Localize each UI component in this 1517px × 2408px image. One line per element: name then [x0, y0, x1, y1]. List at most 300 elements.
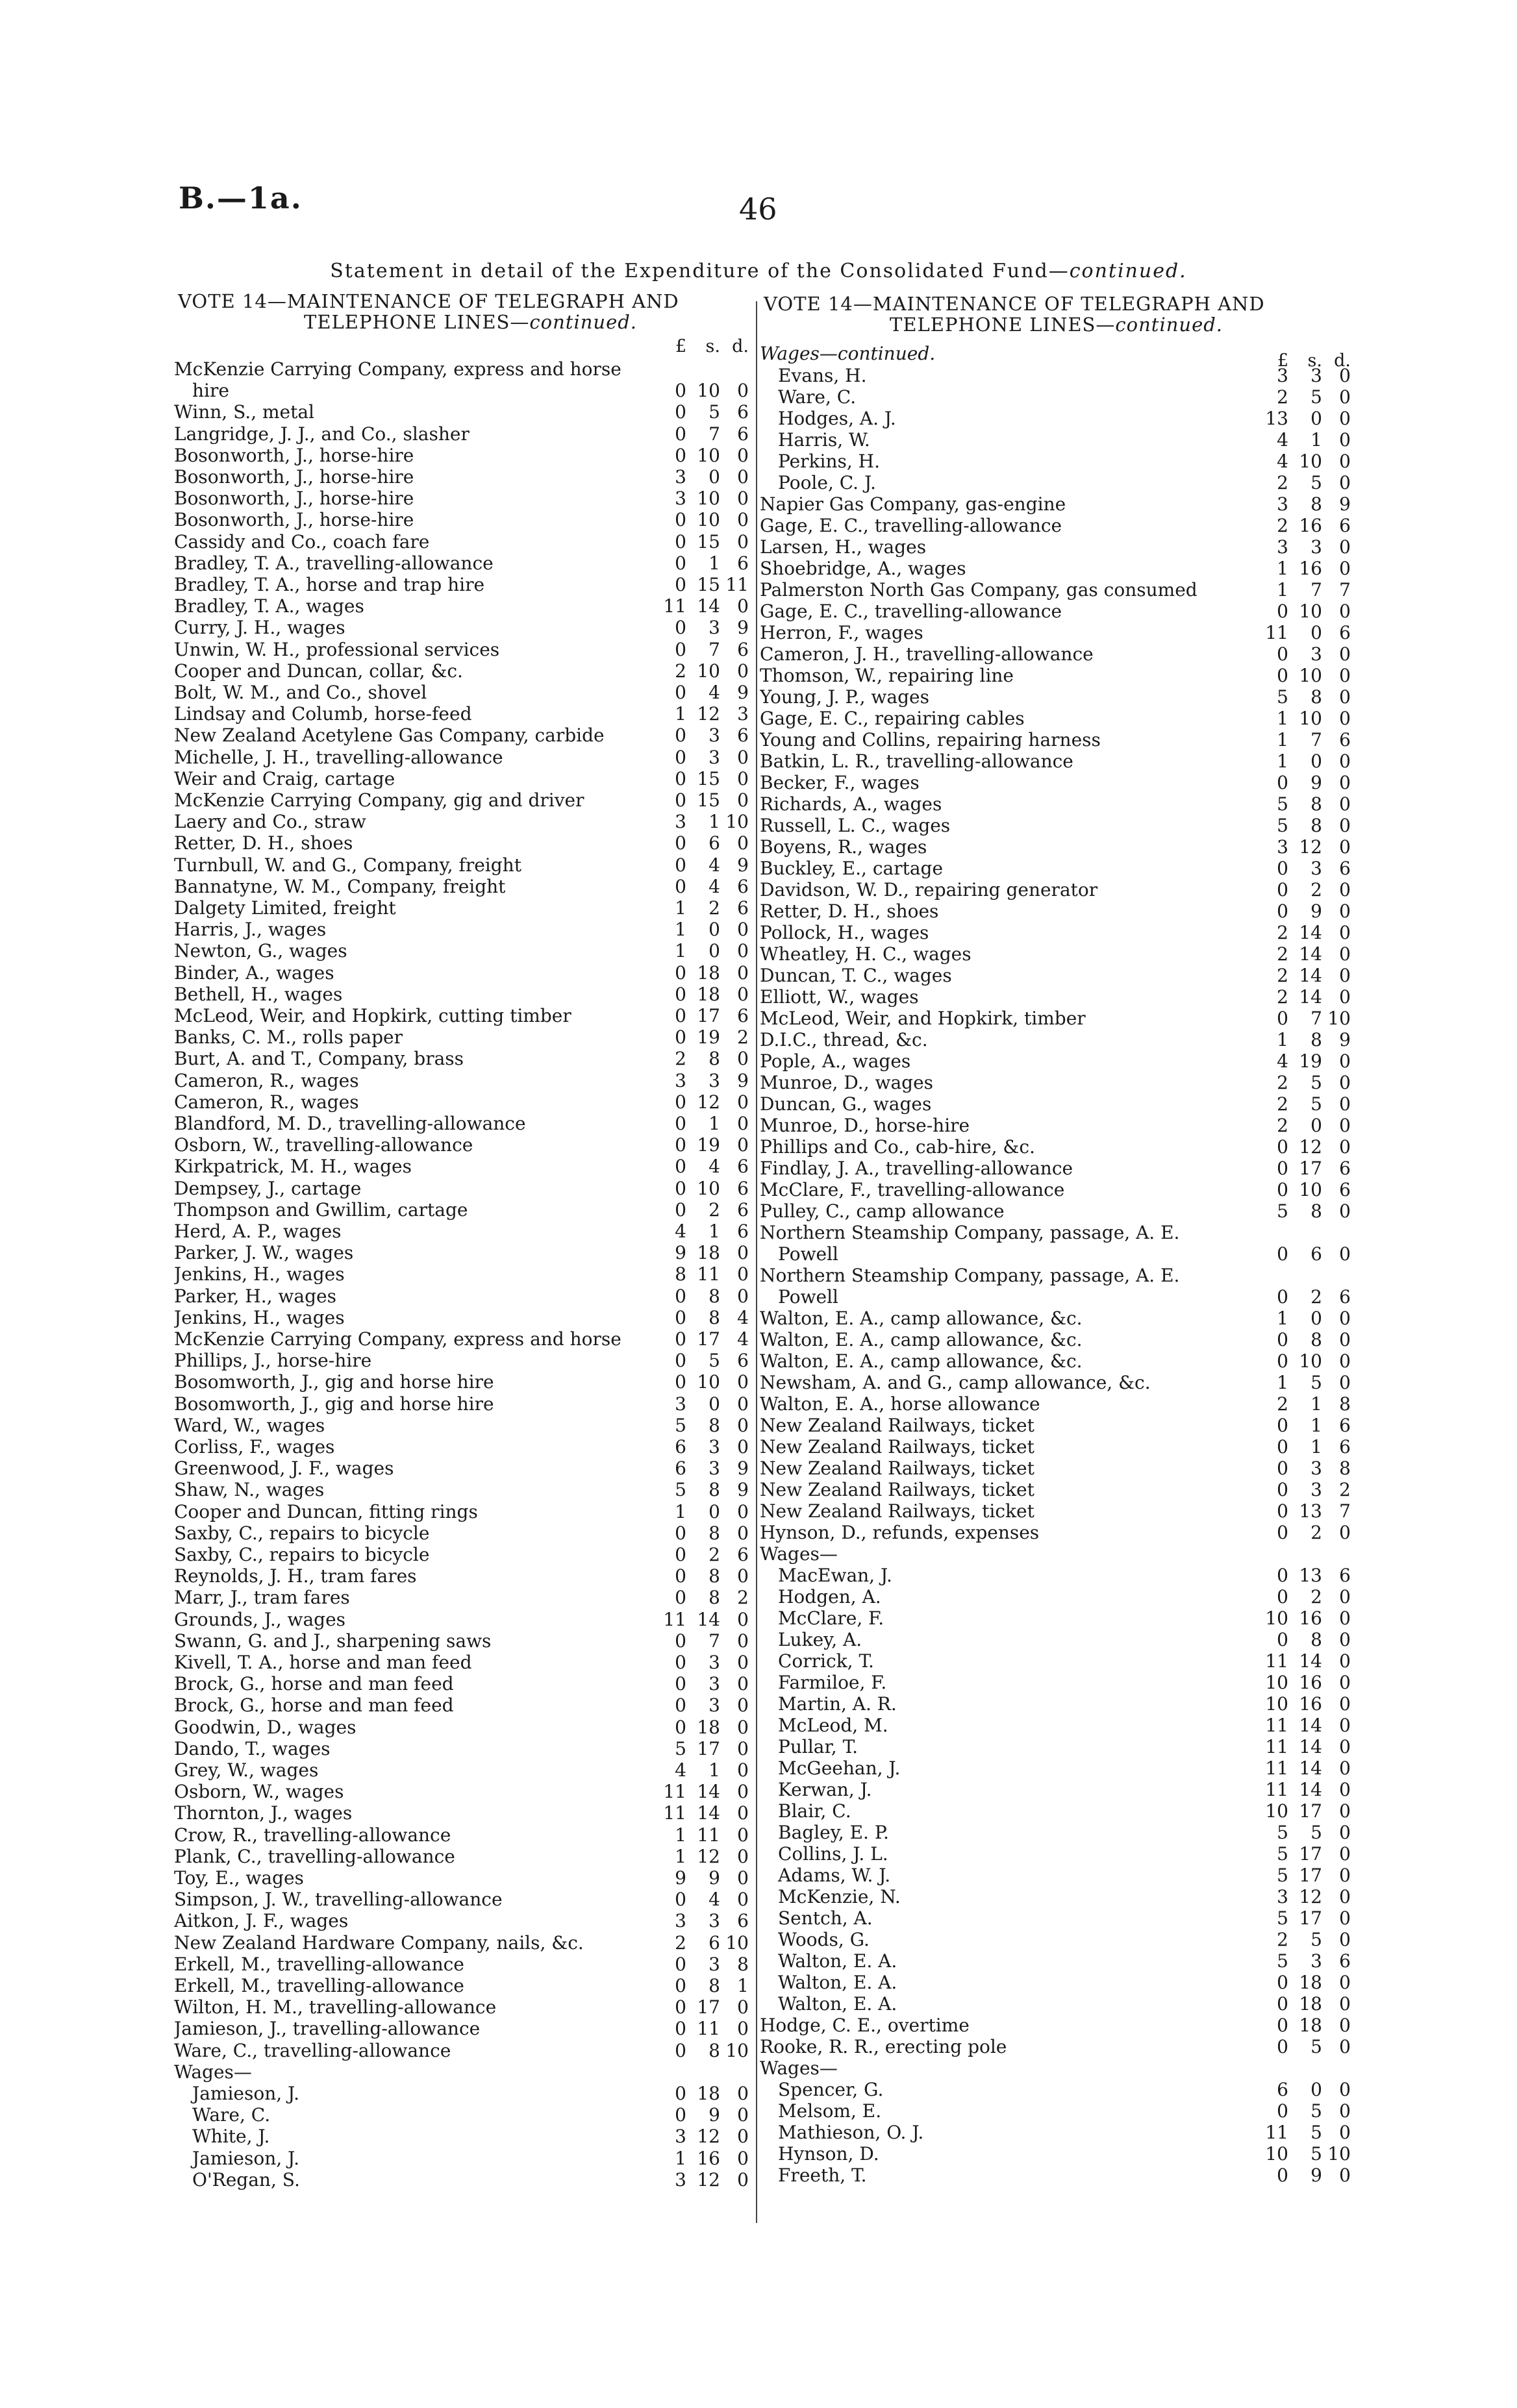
- payee-description: Woods, G.: [778, 1929, 870, 1950]
- amount-pounds: 0: [675, 617, 686, 639]
- amount-shillings: 17: [1299, 1158, 1322, 1179]
- amount-pounds: 0: [675, 380, 686, 402]
- ledger-row: [760, 686, 1351, 708]
- amount-pounds: 0: [675, 1306, 686, 1328]
- amount-shillings: 9: [708, 1867, 720, 1889]
- amount-pounds: 0: [1277, 665, 1288, 686]
- payee-description: Cameron, R., wages: [174, 1069, 359, 1091]
- amount-pounds: 2: [1277, 965, 1288, 986]
- amount-shillings: 10: [697, 660, 720, 682]
- amount: [1255, 451, 1351, 472]
- payee-description: Winn, S., metal: [174, 401, 315, 423]
- amount: [655, 1717, 749, 1738]
- amount-pounds: 0: [675, 1694, 686, 1717]
- amount-shillings: 1: [1310, 1415, 1322, 1436]
- payee-description: Farmiloe, F.: [778, 1672, 887, 1693]
- amount: [655, 617, 749, 638]
- amount-pence: 0: [737, 1716, 749, 1738]
- payee-description: Herron, F., wages: [760, 622, 923, 643]
- amount-pence: 6: [737, 552, 749, 574]
- amount-pounds: 2: [1277, 515, 1288, 536]
- amount-pounds: 0: [1277, 1415, 1288, 1436]
- amount-pounds: 1: [675, 940, 686, 962]
- amount: [1255, 2100, 1351, 2122]
- payee-description: New Zealand Railways, ticket: [760, 1500, 1034, 1522]
- amount-pounds: 5: [1277, 1200, 1288, 1222]
- ledger-row: [174, 1005, 749, 1026]
- payee-description: Saxby, C., repairs to bicycle: [174, 1522, 430, 1544]
- amount-pence: 0: [737, 1565, 749, 1587]
- payee-description: Erkell, M., travelling-allowance: [174, 1975, 464, 1996]
- payee-description: Bosonworth, J., horse-hire: [174, 444, 414, 466]
- amount: [1255, 2122, 1351, 2143]
- amount-pence: 0: [1339, 1800, 1351, 1822]
- amount-pounds: 1: [1277, 558, 1288, 579]
- amount-shillings: 17: [697, 1737, 720, 1759]
- amount: [655, 897, 749, 919]
- amount-shillings: 16: [1299, 1607, 1322, 1629]
- amount: [1255, 1436, 1351, 1458]
- amount-pounds: 5: [675, 1737, 686, 1759]
- payee-description: Harris, W.: [778, 429, 870, 451]
- payee-description: Elliott, W., wages: [760, 986, 919, 1008]
- payee-description: Walton, E. A., camp allowance, &c.: [760, 1350, 1083, 1372]
- amount-pence: 0: [1339, 365, 1351, 386]
- payee-description: Bosomworth, J., gig and horse hire: [174, 1371, 494, 1393]
- amount-pence: 0: [737, 983, 749, 1005]
- ledger-row: [174, 1328, 749, 1350]
- amount: [1255, 751, 1351, 772]
- amount: [655, 1436, 749, 1458]
- payee-description: Spencer, G.: [778, 2079, 884, 2100]
- payee-description: Bradley, T. A., travelling-allowance: [174, 552, 494, 574]
- payee-description: Jamieson, J.: [192, 2083, 300, 2104]
- amount-pence: 0: [1339, 1693, 1351, 1715]
- amount-pounds: 1: [1277, 1308, 1288, 1329]
- amount: [1255, 1179, 1351, 1200]
- amount-pounds: 0: [675, 983, 686, 1005]
- amount: [655, 1630, 749, 1652]
- ledger-row: [760, 579, 1351, 601]
- ledger-row: [174, 2148, 749, 2169]
- amount-shillings: 5: [1310, 472, 1322, 493]
- ledger-row: [174, 747, 749, 768]
- payee-description: Parker, H., wages: [174, 1285, 336, 1307]
- amount: [655, 811, 749, 832]
- amount-pence: 10: [725, 811, 749, 833]
- amount-shillings: 5: [1310, 2100, 1322, 2122]
- amount-pounds: 0: [675, 638, 686, 660]
- amount-shillings: 3: [708, 1953, 720, 1975]
- ledger-row: [174, 940, 749, 962]
- payee-description: Bosonworth, J., horse-hire: [174, 466, 414, 488]
- amount-shillings: 8: [708, 1522, 720, 1544]
- amount: [1255, 1072, 1351, 1093]
- ledger-row: [760, 708, 1351, 729]
- amount-pence: 0: [1339, 965, 1351, 986]
- amount: [1255, 1972, 1351, 1993]
- amount-pence: 0: [1339, 2165, 1351, 2186]
- ledger-row: [760, 1029, 1351, 1050]
- amount-shillings: 8: [708, 1975, 720, 1996]
- ledger-row: [174, 1113, 749, 1134]
- amount: [655, 768, 749, 789]
- amount-pounds: 0: [1277, 1522, 1288, 1543]
- amount-shillings: 3: [1310, 1950, 1322, 1972]
- amount-pounds: 4: [675, 1759, 686, 1781]
- amount-pounds: 2: [1277, 943, 1288, 965]
- amount-pounds: 1: [675, 1500, 686, 1522]
- payee-description: Swann, G. and J., sharpening saws: [174, 1630, 492, 1652]
- ledger-row: [174, 984, 749, 1005]
- amount-shillings: 10: [697, 380, 720, 402]
- amount: [655, 660, 749, 682]
- ledger-row: [760, 1779, 1351, 1800]
- amount-shillings: 4: [708, 682, 720, 703]
- amount: [1255, 1907, 1351, 1929]
- payee-description: New Zealand Railways, ticket: [760, 1458, 1034, 1479]
- amount: [1255, 515, 1351, 536]
- payee-description: Curry, J. H., wages: [174, 617, 345, 639]
- amount-pence: 0: [1339, 922, 1351, 943]
- amount-pounds: 0: [1277, 1565, 1288, 1586]
- ledger-row: [760, 965, 1351, 986]
- ledger-row: [760, 1993, 1351, 2015]
- amount-shillings: 8: [1310, 1329, 1322, 1350]
- ledger-row: [174, 1694, 749, 1716]
- amount-shillings: 7: [708, 638, 720, 660]
- ledger-row: [760, 1050, 1351, 1072]
- amount: [1255, 965, 1351, 986]
- payee-description: Munroe, D., horse-hire: [760, 1115, 970, 1136]
- ledger-row: [760, 1907, 1351, 1929]
- payee-description: Bradley, T. A., horse and trap hire: [174, 574, 485, 595]
- amount: [1255, 1500, 1351, 1522]
- amount-shillings: 0: [708, 940, 720, 962]
- amount-pounds: 0: [675, 1156, 686, 1178]
- amount-pounds: 0: [1277, 2036, 1288, 2057]
- ledger-row: [174, 2126, 749, 2147]
- ledger-row: [760, 2079, 1351, 2100]
- amount: [655, 1199, 749, 1221]
- ledger-row: [760, 622, 1351, 643]
- amount-pounds: 0: [675, 1026, 686, 1049]
- amount: [1255, 472, 1351, 493]
- amount-pounds: 0: [675, 746, 686, 768]
- amount-pence: 0: [1339, 1308, 1351, 1329]
- amount: [1255, 1929, 1351, 1950]
- amount-pence: 0: [737, 595, 749, 617]
- amount-pounds: 2: [675, 1048, 686, 1070]
- column-divider: [756, 301, 757, 2223]
- amount: [655, 1609, 749, 1630]
- amount: [1255, 943, 1351, 965]
- amount-pence: 8: [1339, 1393, 1351, 1415]
- amount-pounds: 10: [1265, 1800, 1288, 1822]
- amount-pounds: 0: [1277, 772, 1288, 793]
- amount-shillings: 7: [1310, 729, 1322, 751]
- ledger-row: [174, 876, 749, 897]
- ledger-row: [174, 1824, 749, 1846]
- amount: [655, 789, 749, 811]
- amount-pence: 6: [737, 1198, 749, 1221]
- payee-description: Goodwin, D., wages: [174, 1716, 357, 1738]
- ledger-row: [760, 1715, 1351, 1736]
- amount: [1255, 429, 1351, 451]
- amount: [1255, 2079, 1351, 2100]
- ledger-row: [760, 1436, 1351, 1458]
- ledger-row: [174, 380, 749, 401]
- amount-pounds: 0: [675, 1285, 686, 1307]
- amount-pounds: 0: [1277, 2165, 1288, 2186]
- left-units: [655, 336, 749, 356]
- amount-pence: 6: [737, 1177, 749, 1199]
- amount-pounds: 8: [675, 1263, 686, 1285]
- ledger-row: [174, 1652, 749, 1673]
- ledger-row: [174, 1415, 749, 1436]
- ledger-row: [174, 488, 749, 509]
- amount-shillings: 10: [1299, 665, 1322, 686]
- payee-description: Dalgety Limited, freight: [174, 897, 396, 919]
- payee-description: Gage, E. C., travelling-allowance: [760, 601, 1062, 622]
- ledger-row: [174, 1975, 749, 1996]
- amount-pence: 0: [1339, 1050, 1351, 1072]
- amount-shillings: 8: [1310, 493, 1322, 515]
- amount: [1255, 836, 1351, 858]
- amount: [655, 876, 749, 897]
- payee-description: Newton, G., wages: [174, 940, 347, 962]
- amount-pounds: 4: [1277, 451, 1288, 472]
- amount-shillings: 14: [1299, 1779, 1322, 1800]
- payee-description: Mathieson, O. J.: [778, 2122, 924, 2143]
- ledger-row: [760, 643, 1351, 665]
- amount: [655, 1889, 749, 1910]
- payee-description: Dempsey, J., cartage: [174, 1177, 362, 1199]
- amount: [1255, 922, 1351, 943]
- amount-shillings: 12: [697, 1845, 720, 1867]
- ledger-row: [760, 1329, 1351, 1350]
- amount-pence: 0: [1339, 1757, 1351, 1779]
- amount-pence: 0: [1339, 836, 1351, 858]
- ledger-row: [174, 1178, 749, 1199]
- amount: [1255, 1586, 1351, 1607]
- amount: [1255, 408, 1351, 429]
- amount: [1255, 1800, 1351, 1822]
- amount-pence: 0: [1339, 2036, 1351, 2057]
- payee-description: Batkin, L. R., travelling-allowance: [760, 751, 1073, 772]
- amount: [655, 466, 749, 488]
- amount-pounds: 11: [663, 1608, 686, 1630]
- right-header-main: TELEPHONE LINES—: [890, 314, 1116, 336]
- ledger-row: [174, 725, 749, 746]
- payee-description: Richards, A., wages: [760, 793, 942, 815]
- amount: [1255, 1650, 1351, 1672]
- amount-pence: 0: [1339, 708, 1351, 729]
- amount-shillings: 10: [697, 1371, 720, 1393]
- amount: [1255, 1329, 1351, 1350]
- amount-pounds: 0: [675, 1889, 686, 1911]
- amount: [655, 531, 749, 552]
- amount-pence: 6: [1339, 729, 1351, 751]
- amount-pence: 0: [1339, 1372, 1351, 1393]
- amount-pounds: 0: [1277, 2100, 1288, 2122]
- amount: [655, 1393, 749, 1415]
- amount-shillings: 17: [1299, 1865, 1322, 1886]
- payee-description: Saxby, C., repairs to bicycle: [174, 1544, 430, 1565]
- payee-description: Walton, E. A.: [778, 1993, 897, 2015]
- amount-shillings: 0: [708, 1393, 720, 1415]
- ledger-row: [760, 1179, 1351, 1200]
- amount-shillings: 9: [1310, 2165, 1322, 2186]
- ledger-row: [760, 1543, 1351, 1565]
- ledger-row: [174, 1630, 749, 1652]
- ledger-row: [174, 1199, 749, 1221]
- ledger-row: [760, 1243, 1351, 1265]
- amount-shillings: 1: [1310, 1393, 1322, 1415]
- amount-pence: 0: [737, 1436, 749, 1458]
- amount-shillings: 5: [708, 401, 720, 423]
- amount-pounds: 0: [675, 1587, 686, 1609]
- amount: [655, 1458, 749, 1479]
- ledger-row: [174, 1932, 749, 1954]
- ledger-row: [174, 1458, 749, 1479]
- amount-pence: 0: [737, 1522, 749, 1544]
- ledger-row: [760, 601, 1351, 622]
- statement-title: [0, 260, 1517, 282]
- amount-pence: 4: [737, 1306, 749, 1328]
- ledger-row: [174, 531, 749, 552]
- amount-pounds: 11: [663, 1802, 686, 1824]
- amount-shillings: 18: [697, 1716, 720, 1738]
- amount-shillings: 3: [708, 746, 720, 768]
- amount-pounds: 0: [675, 725, 686, 747]
- amount: [1255, 386, 1351, 408]
- amount-pounds: 0: [675, 444, 686, 466]
- amount-pence: 0: [1339, 451, 1351, 472]
- amount-shillings: 3: [708, 1910, 720, 1932]
- amount-pounds: 0: [675, 1975, 686, 1996]
- ledger-row: [174, 1134, 749, 1156]
- ledger-row: [760, 751, 1351, 772]
- amount: [655, 1996, 749, 2018]
- payee-description: Bannatyne, W. M., Company, freight: [174, 875, 506, 897]
- left-header-cont: continued.: [529, 311, 638, 333]
- amount: [655, 747, 749, 768]
- amount: [655, 1738, 749, 1759]
- ledger-row: [760, 1693, 1351, 1715]
- amount: [1255, 1286, 1351, 1308]
- unit-pence: d.: [732, 336, 749, 356]
- amount-pence: 10: [1327, 1008, 1351, 1029]
- amount-pounds: 0: [1277, 1286, 1288, 1308]
- amount-shillings: 10: [1299, 1179, 1322, 1200]
- amount: [1255, 1458, 1351, 1479]
- amount-shillings: 3: [708, 617, 720, 639]
- amount: [1255, 1843, 1351, 1865]
- amount: [1255, 686, 1351, 708]
- amount-pence: 6: [737, 897, 749, 919]
- payee-description: O'Regan, S.: [192, 2168, 300, 2191]
- amount-pence: 0: [737, 1737, 749, 1759]
- amount-shillings: 3: [1310, 1479, 1322, 1500]
- payee-description: Grounds, J., wages: [174, 1608, 346, 1630]
- amount: [655, 1867, 749, 1889]
- payee-description: Walton, E. A., camp allowance, &c.: [760, 1329, 1083, 1350]
- amount-pence: 0: [1339, 643, 1351, 665]
- payee-description: Sentch, A.: [778, 1907, 873, 1929]
- amount-pence: 0: [737, 1414, 749, 1436]
- amount-pounds: 1: [1277, 1029, 1288, 1050]
- amount-shillings: 8: [1310, 1200, 1322, 1222]
- amount-shillings: 16: [697, 2147, 720, 2169]
- payee-description: Grey, W., wages: [174, 1759, 319, 1781]
- right-wages-continued: Wages—continued.: [760, 343, 936, 364]
- amount-pounds: 3: [675, 1910, 686, 1932]
- amount-pence: 6: [737, 401, 749, 423]
- amount-pence: 0: [737, 444, 749, 466]
- statement-title-main: Statement in detail of the Expenditure of the Consolidated Fund—: [330, 260, 1070, 282]
- right-header-line2: [890, 314, 1223, 335]
- amount-shillings: 18: [697, 962, 720, 984]
- payee-description: Kivell, T. A., horse and man feed: [174, 1652, 472, 1673]
- payee-description: McLeod, M.: [778, 1715, 888, 1736]
- amount-pounds: 0: [1277, 858, 1288, 879]
- amount: [655, 423, 749, 445]
- amount-pounds: 0: [675, 2104, 686, 2126]
- amount-pounds: 0: [1277, 1479, 1288, 1500]
- amount-pence: 9: [737, 682, 749, 703]
- amount-pence: 11: [725, 574, 749, 595]
- ledger-row: [760, 1458, 1351, 1479]
- ledger-row: [760, 879, 1351, 900]
- amount-pounds: 10: [1265, 1672, 1288, 1693]
- amount: [655, 919, 749, 940]
- amount-pounds: 3: [1277, 493, 1288, 515]
- amount-pounds: 0: [675, 682, 686, 703]
- ledger-row: [174, 1221, 749, 1242]
- amount-shillings: 0: [708, 1500, 720, 1522]
- payee-description: Palmerston North Gas Company, gas consumed: [760, 579, 1197, 601]
- payee-description: Wilton, H. M., travelling-allowance: [174, 1996, 497, 2018]
- amount-pounds: 11: [1265, 1757, 1288, 1779]
- amount-shillings: 12: [697, 2168, 720, 2191]
- amount-pence: 0: [737, 488, 749, 510]
- payee-description: Shoebridge, A., wages: [760, 558, 966, 579]
- amount-pounds: 6: [675, 1436, 686, 1458]
- amount: [655, 1587, 749, 1608]
- payee-description: Young, J. P., wages: [760, 686, 929, 708]
- ledger-row: [174, 1673, 749, 1694]
- amount-shillings: 3: [1310, 643, 1322, 665]
- amount-shillings: 17: [697, 1328, 720, 1350]
- ledger-row: [760, 1929, 1351, 1950]
- ledger-row: [760, 729, 1351, 751]
- amount: [1255, 1736, 1351, 1757]
- amount-pence: 6: [1339, 515, 1351, 536]
- ledger-row: [174, 2040, 749, 2061]
- amount-pence: 0: [737, 380, 749, 402]
- amount-shillings: 16: [1299, 515, 1322, 536]
- amount-shillings: 2: [708, 1544, 720, 1565]
- amount-shillings: 5: [1310, 1822, 1322, 1843]
- amount-shillings: 10: [697, 1177, 720, 1199]
- ledger-row: [174, 1263, 749, 1285]
- amount: [655, 1565, 749, 1587]
- payee-description: Osborn, W., travelling-allowance: [174, 1134, 473, 1156]
- ledger-row: [174, 1846, 749, 1867]
- ledger-row: [760, 386, 1351, 408]
- ledger-row: [760, 1200, 1351, 1222]
